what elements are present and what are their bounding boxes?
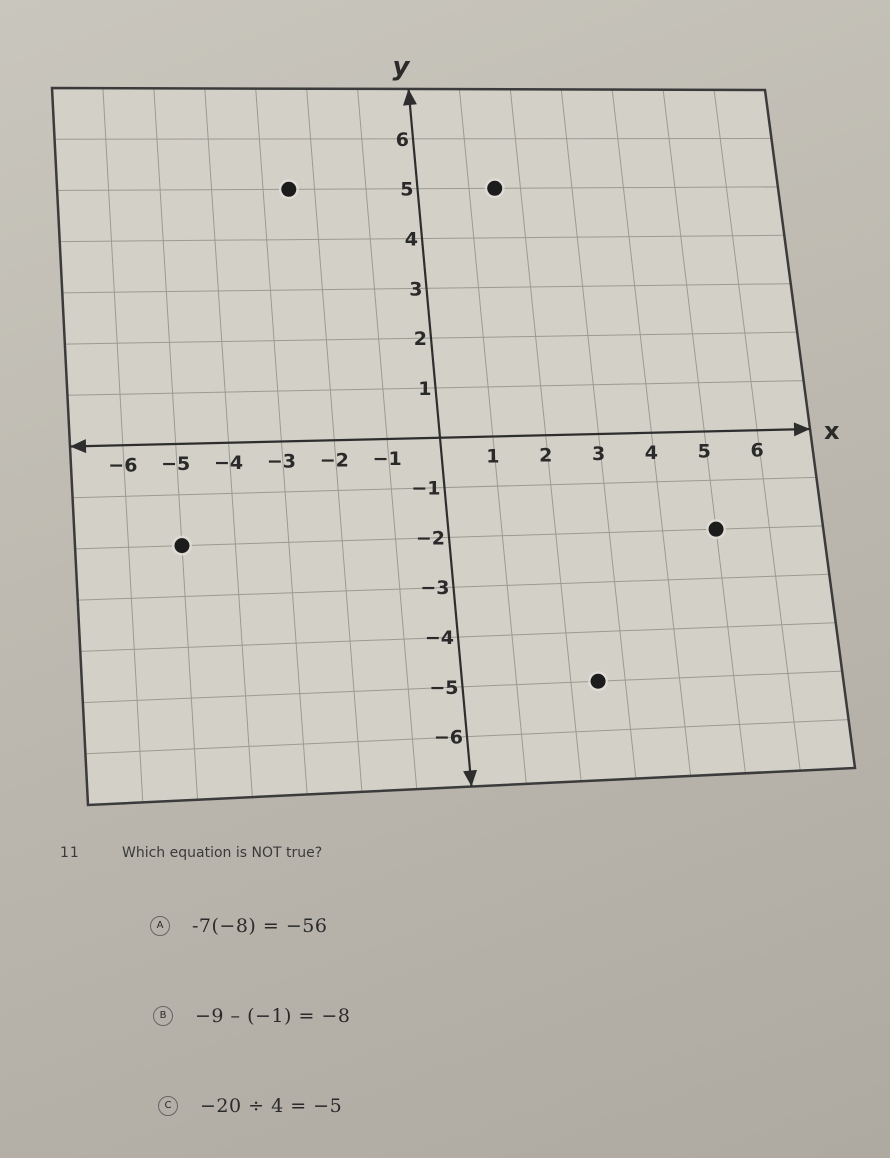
- question-text: Which equation is NOT true?: [122, 845, 323, 861]
- y-tick-label: 6: [395, 128, 409, 151]
- x-tick-label: −2: [319, 449, 349, 472]
- y-tick-label: −5: [429, 676, 459, 699]
- x-tick-label: 1: [486, 445, 500, 468]
- y-tick-label: 4: [404, 228, 418, 251]
- y-tick-label: −2: [415, 527, 445, 550]
- y-tick-label: 1: [418, 377, 432, 400]
- question-number: 11: [60, 845, 80, 861]
- y-tick-label: 3: [409, 278, 423, 301]
- plotted-point: [487, 181, 502, 196]
- y-tick-label: −1: [411, 477, 441, 500]
- choice-c[interactable]: [158, 1095, 342, 1117]
- plotted-point: [591, 674, 606, 689]
- y-tick-label: −6: [433, 726, 463, 749]
- x-tick-label: −3: [266, 450, 296, 473]
- x-tick-label: −4: [214, 451, 244, 474]
- y-tick-label: −3: [420, 577, 450, 600]
- x-tick-label: 5: [697, 440, 711, 463]
- choice-a[interactable]: [150, 915, 327, 937]
- y-tick-label: 5: [400, 178, 414, 201]
- x-tick-label: −5: [161, 453, 191, 475]
- y-tick-label: 2: [413, 328, 427, 351]
- x-tick-label: 6: [750, 439, 764, 462]
- choice-a-equation: -7(−8) = −56: [192, 915, 328, 937]
- x-axis-label: x: [824, 417, 840, 445]
- choice-c-bubble[interactable]: C: [158, 1096, 178, 1116]
- choice-c-equation: −20 ÷ 4 = −5: [200, 1095, 343, 1117]
- graph-layer: [52, 52, 855, 805]
- x-tick-label: −6: [108, 454, 138, 477]
- x-tick-label: −1: [372, 448, 402, 470]
- x-tick-label: 3: [591, 443, 606, 465]
- plotted-point: [709, 522, 724, 537]
- x-tick-label: 2: [539, 444, 553, 467]
- choice-b-bubble[interactable]: B: [153, 1006, 173, 1026]
- y-axis-label: y: [392, 52, 410, 82]
- x-tick-label: 4: [644, 441, 659, 464]
- y-tick-label: −4: [424, 627, 454, 650]
- question-11: [60, 845, 322, 861]
- choice-a-bubble[interactable]: A: [150, 916, 170, 936]
- choice-b[interactable]: [153, 1005, 350, 1027]
- plotted-point: [174, 538, 189, 553]
- plotted-point: [281, 182, 296, 197]
- choice-b-equation: −9 – (−1) = −8: [195, 1005, 351, 1027]
